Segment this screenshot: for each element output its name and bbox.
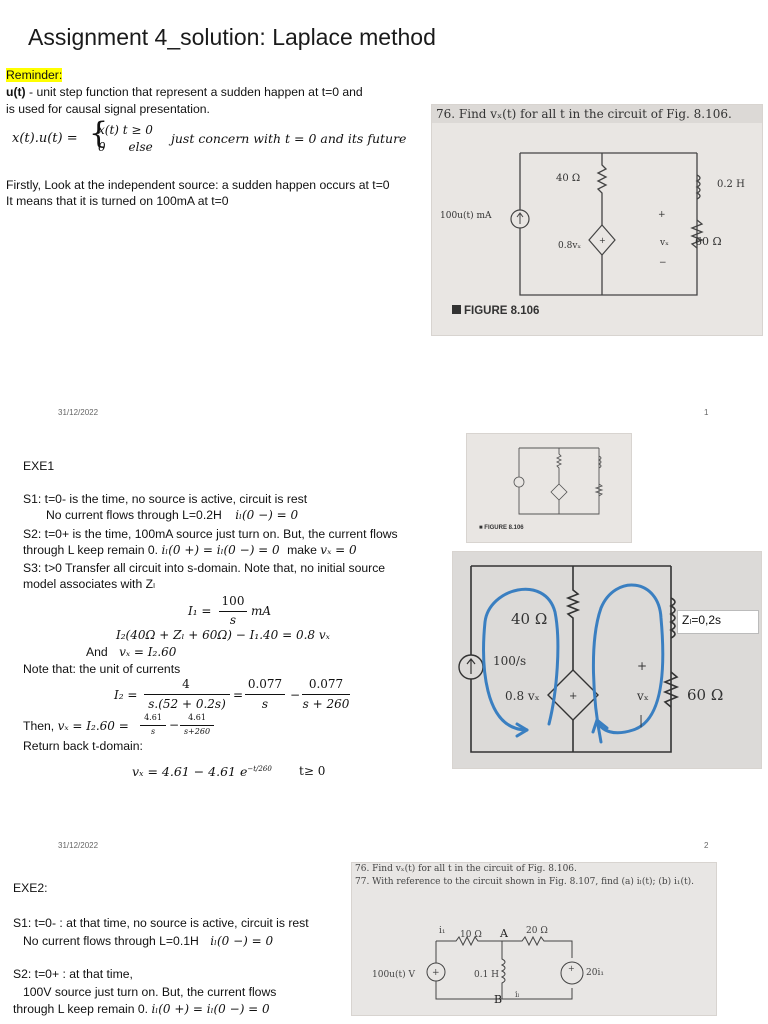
firstly-line2: It means that it is turned on 100mA at t=0: [6, 194, 229, 208]
vx-term1-bar: [140, 725, 166, 726]
fig-label-r40: 40 Ω: [556, 173, 581, 184]
svg-text:+: +: [658, 210, 666, 220]
page1-date: 31/12/2022: [58, 408, 99, 417]
fig107-label-source: 100u(t) V: [372, 970, 415, 980]
svg-text:|: |: [639, 713, 644, 727]
exe2-s2-line2: 100V source just turn on. But, the current flows: [23, 985, 277, 999]
fig107-label-r20: 20 Ω: [526, 926, 548, 936]
i2-equals: =: [233, 688, 244, 702]
fig-label-r60: 60 Ω: [695, 235, 722, 248]
fig-label-dependent: 0.8vₓ: [558, 241, 582, 251]
figure-label: FIGURE 8.106: [452, 305, 539, 317]
circuit-8-107: [352, 863, 716, 1015]
i2-numerator: 4: [182, 677, 190, 691]
i2-lhs: I₂ =: [114, 688, 138, 702]
ut-definition-line1: u(t) - unit step function that represent a sudden happen at t=0 and: [6, 85, 363, 99]
annot-label-dependent: 0.8 vₓ: [505, 689, 540, 703]
vx-term2-numerator: 4.61: [188, 713, 206, 722]
fig107-label-b: B: [494, 993, 503, 1006]
i1-unit: mA: [251, 604, 272, 618]
i2-minus: −: [290, 688, 301, 702]
page2-date: 31/12/2022: [58, 841, 99, 850]
i2-term1-denominator: s: [261, 697, 269, 711]
annot-label-r40: 40 Ω: [511, 610, 548, 628]
book-line2: 77. With reference to the circuit shown in Fig. 8.107, find (a) iₗ(t); (b) i₁(t).: [355, 877, 694, 887]
page1-number: 1: [704, 408, 709, 417]
i1-fraction-bar: [219, 611, 247, 612]
svg-text:+: +: [569, 691, 578, 702]
fig-label-vx: vₓ: [660, 238, 669, 248]
fig107-label-r10: 10 Ω: [460, 930, 482, 940]
annot-label-r60: 60 Ω: [687, 686, 724, 704]
i2-term2-numerator: 0.077: [308, 677, 344, 691]
i2-term1-bar: [245, 694, 285, 695]
svg-text:+: +: [568, 964, 575, 973]
exe1-s3-line1: S3: t>0 Transfer all circuit into s-domain. Note that, no initial source: [23, 561, 386, 575]
book-caption: 76. Find vₓ(t) for all t in the circuit of Fig. 8.106.: [436, 107, 732, 121]
annotated-circuit: [453, 552, 761, 768]
exe1-s2-line1: S2: t=0+ is the time, 100mA source just turn on. But, the current flows: [23, 527, 398, 541]
step-equation-note: just concern with t = 0 and its future: [171, 131, 407, 146]
vx-term1-numerator: 4.61: [144, 713, 162, 722]
figure-8-106-small-photo: [466, 433, 632, 543]
fig107-label-dependent: 20i₁: [586, 968, 604, 978]
exe2-s1-line1: S1: t=0- : at that time, no source is active, circuit is rest: [13, 916, 309, 930]
final-condition: t≥ 0: [299, 764, 326, 778]
vx-term2-denominator: s+260: [183, 727, 211, 736]
step-equation-case1: x(t) t ≥ 0: [98, 123, 153, 137]
step-equation-lhs: x(t).u(t) =: [12, 131, 78, 146]
small-figure-label: ■ FIGURE 8.106: [479, 525, 524, 531]
i2-denominator: s.(52 + 0.2s): [148, 697, 226, 711]
page-title: Assignment 4_solution: Laplace method: [28, 24, 436, 50]
zl-label: Zₗ=0,2s: [682, 613, 722, 627]
exe1-s3-line2: model associates with Zₗ: [23, 577, 156, 591]
exe1-s1-line2: No current flows through L=0.2H iₗ(0 −) = 0: [46, 508, 299, 522]
step-equation-brace: {: [89, 116, 109, 151]
then-line: Then, vₓ = I₂.60 =: [23, 719, 129, 733]
fig107-label-il: iₗ: [515, 990, 520, 999]
annot-label-vx: vₓ: [637, 689, 649, 703]
svg-text:+: +: [432, 968, 440, 978]
figure-8-106-photo: [431, 104, 763, 336]
units-note: Note that: the unit of currents: [23, 662, 181, 676]
figure-8-107-photo: [351, 862, 717, 1016]
vx-term1-denominator: s: [150, 727, 156, 736]
return-line: Return back t-domain:: [23, 739, 143, 753]
ut-definition-line2: is used for causal signal presentation.: [6, 102, 210, 116]
svg-text:−: −: [659, 258, 667, 268]
i1-denominator: s: [229, 613, 237, 627]
annotated-circuit-photo: [452, 551, 762, 769]
i2-term2-denominator: s + 260: [302, 697, 350, 711]
i1-numerator: 100: [221, 594, 245, 608]
mesh-equation: I₂(40Ω + Zₗ + 60Ω) − I₁.40 = 0.8 vₓ: [116, 628, 330, 642]
book-line1: 76. Find vₓ(t) for all t in the circuit of Fig. 8.106.: [355, 864, 577, 874]
figure-bullet: [452, 305, 461, 314]
firstly-line1: Firstly, Look at the independent source: a sudden happen occurs at t=0: [6, 178, 390, 192]
exe2-s2-line1: S2: t=0+ : at that time,: [13, 967, 133, 981]
i2-fraction-bar: [144, 694, 230, 695]
step-equation-case2: 0 else: [98, 140, 153, 154]
fig-label-l: 0.2 H: [717, 179, 745, 190]
fig107-label-a: A: [500, 927, 508, 940]
fig107-label-i1: i₁: [439, 926, 446, 936]
annot-label-source: 100/s: [493, 654, 527, 668]
page2-number: 2: [704, 841, 709, 850]
vx-term2-bar: [180, 725, 214, 726]
exe1-s1-line1: S1: t=0- is the time, no source is active, circuit is rest: [23, 492, 308, 506]
exe1-s2-line2: through L keep remain 0. iₗ(0 +) = iₗ(0 −) = 0 make vₓ = 0: [23, 543, 357, 557]
and-line: And vₓ = I₂.60: [86, 645, 177, 659]
exe2-heading: EXE2:: [13, 881, 48, 895]
fig-label-source: 100u(t) mA: [440, 211, 492, 221]
exe1-heading: EXE1: [23, 459, 55, 473]
fig107-label-l: 0.1 H: [474, 970, 500, 980]
exe2-s2-line3: through L keep remain 0. iₗ(0 +) = iₗ(0 −) = 0: [13, 1002, 270, 1016]
vx-minus: −: [169, 718, 180, 732]
svg-text:+: +: [637, 659, 648, 673]
final-equation: vₓ = 4.61 − 4.61 $e^{-t/260}$: [132, 764, 272, 779]
circuit-8-106: [432, 105, 762, 335]
reminder-label: Reminder:: [6, 68, 63, 82]
svg-text:+: +: [599, 236, 606, 245]
exe2-s1-line2: No current flows through L=0.1H iₗ(0 −) = 0: [23, 934, 274, 948]
i1-lhs: I₁ =: [188, 604, 212, 618]
i2-term2-bar: [302, 694, 350, 695]
i2-term1-numerator: 0.077: [247, 677, 283, 691]
